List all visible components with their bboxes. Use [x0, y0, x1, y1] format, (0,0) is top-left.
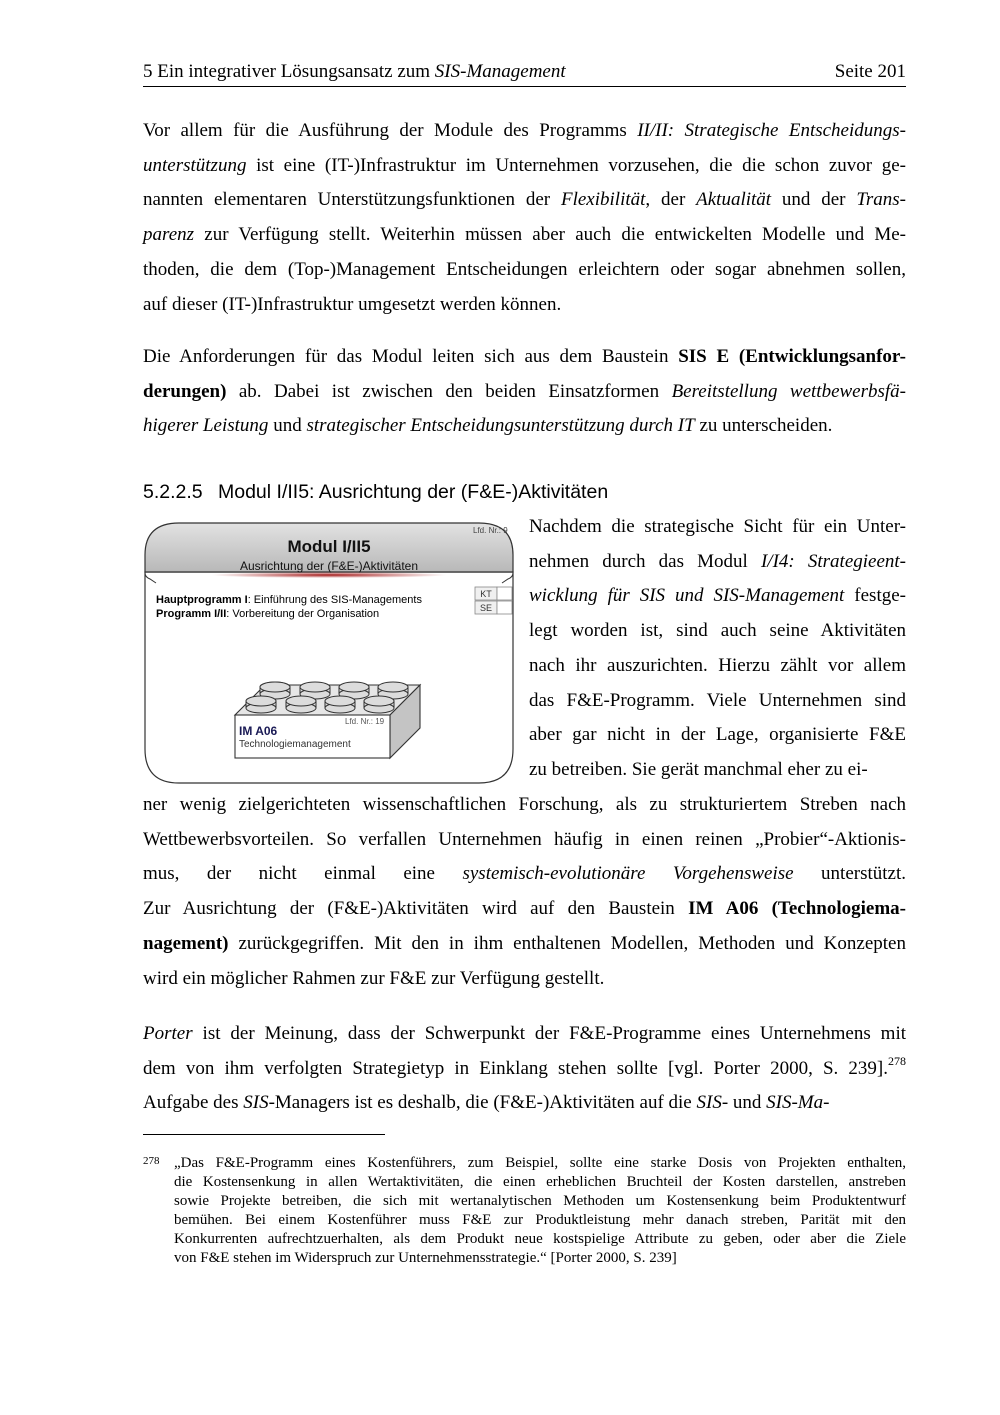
footnote-text: [174, 1154, 906, 1268]
text-line: Aufgabe des SIS-Managers ist es deshalb, die (F&E-)Aktivitäten auf die SIS- und SIS-Ma-: [143, 1092, 830, 1114]
chapter-title: 5 Ein integrativer Lösungsansatz zum SIS-Management: [143, 61, 566, 82]
text-line: auf dieser (IT-)Infrastruktur umgesetzt werden können.: [143, 293, 562, 315]
module-subtitle: Ausrichtung der (F&E-)Aktivitäten: [239, 559, 419, 573]
tag-se: [475, 601, 512, 614]
section-title: Modul I/II5: Ausrichtung der (F&E-)Aktivitäten: [218, 481, 609, 503]
text-line: bemühen. Bei einem Kostenführer muss F&E zur Produktleistung mehr danach streben, Parität mit den: [174, 1212, 906, 1228]
text-line: unterstützung ist eine (IT-)Infrastruktur im Unternehmen vorzusehen, die die schon zuvor ge-: [143, 154, 906, 176]
section-number: 5.2.2.5: [143, 481, 203, 503]
text-line: Nachdem die strategische Sicht für ein Unter-: [529, 516, 906, 537]
text-line: zu betreiben. Sie gerät manchmal eher zu ei-: [529, 758, 868, 780]
text-line: das F&E-Programm. Viele Unternehmen sind: [529, 689, 906, 711]
block-title: IM A06: [239, 724, 278, 738]
text-line: „Das F&E-Programm eines Kostenführers, zum Beispiel, sollte eine starke Dosis von Projekten enthalten,: [174, 1155, 906, 1171]
footnote-separator: [143, 1134, 385, 1135]
text-line: Zur Ausrichtung der (F&E-)Aktivitäten wird auf den Baustein IM A06 (Technologiema-: [143, 898, 906, 920]
text-line: nagement) zurückgegriffen. Mit den in ihm enthaltenen Modellen, Methoden und Konzepten: [143, 932, 906, 954]
program-sub-line: Programm I/II: Vorbereitung der Organisation: [156, 608, 380, 620]
text-line: Die Anforderungen für das Modul leiten sich aus dem Baustein SIS E (Entwicklungsanfor-: [143, 346, 906, 367]
module-number: Lfd. Nr.: 9: [473, 526, 508, 535]
svg-text:SE: SE: [479, 603, 493, 613]
text-line: dem von ihm verfolgten Strategietyp in Einklang stehen sollte [vgl. Porter 2000, S. 239].$^{278}$: [143, 1053, 906, 1079]
module-title: Modul I/II5: [287, 537, 371, 556]
text-line: Wettbewerbsvorteilen. So verfallen Unternehmen häufig in einen reinen „Probier“-Aktionis-: [143, 828, 906, 850]
module-diagram: [140, 517, 518, 787]
tag-kt: [475, 587, 512, 600]
block-number: Lfd. Nr.: 19: [345, 717, 385, 726]
svg-text:KT: KT: [480, 589, 492, 599]
text-line: nehmen durch das Modul I/I4: Strategieent-: [529, 550, 907, 572]
text-line: higerer Leistung und strategischer Entscheidungsunterstützung durch IT zu unterscheiden.: [143, 415, 833, 437]
text-line: parenz zur Verfügung stellt. Weiterhin müssen aber auch die entwickelten Modelle und Me-: [143, 224, 906, 246]
text-line: sowie Projekte betreiben, die sich mit wertanalytischen Methoden um Kostensenkung beim Produktentwurf: [174, 1193, 906, 1209]
text-line: von F&E stehen im Widerspruch zur Unternehmensstrategie.“ [Porter 2000, S. 239]: [174, 1250, 677, 1266]
text-line: wicklung für SIS und SIS-Management festge-: [529, 585, 906, 607]
text-line: ner wenig zielgerichteten wissenschaftlichen Forschung, als zu strukturiertem Streben nach: [143, 794, 906, 815]
text-line: Porter ist der Meinung, dass der Schwerpunkt der F&E-Programme eines Unternehmens mit: [143, 1023, 906, 1044]
block-subtitle: Technologiemanagement: [239, 739, 351, 750]
paragraph-1: [143, 114, 906, 322]
running-header: [143, 60, 906, 87]
footnote-number: 278: [143, 1155, 160, 1167]
text-line: Konkurrenten aufrechtzuerhalten, als dem Produkt neue kostspielige Attribute zu geben, oder aber die Ziele: [174, 1231, 906, 1247]
text-line: thoden, die dem (Top-)Management Entscheidungen erleichtern oder sogar abnehmen sollen,: [143, 258, 906, 280]
section-heading: [143, 481, 608, 504]
text-line: Vor allem für die Ausführung der Module des Programms II/II: Strategische Entscheidungs-: [143, 120, 906, 141]
paragraph-4: [143, 788, 906, 996]
page-number: Seite 201: [834, 61, 906, 82]
text-line: wird ein möglicher Rahmen zur F&E zur Verfügung gestellt.: [143, 967, 605, 989]
paragraph-3-beside-figure: [529, 510, 906, 788]
text-line: legt worden ist, sind auch seine Aktivitäten: [529, 620, 906, 642]
paragraph-5: [143, 1017, 906, 1121]
text-line: derungen) ab. Dabei ist zwischen den beiden Einsatzformen Bereitstellung wettbewerbsfä-: [143, 380, 907, 402]
building-block-im-a06: [235, 682, 420, 758]
text-line: die Kostensenkung in allen Wertaktivitäten, die einen erheblichen Bruchteil der Kosten darstellen, anstreben: [174, 1174, 906, 1190]
text-line: nannten elementaren Unterstützungsfunktionen der Flexibilität, der Aktualität und der Trans-: [143, 189, 906, 211]
paragraph-2: [143, 340, 906, 444]
program-main-line: Hauptprogramm I: Einführung des SIS-Managements: [156, 594, 422, 606]
text-line: aber gar nicht in der Lage, organisierte F&E: [529, 724, 906, 746]
text-line: nach ihr auszurichten. Hierzu zählt vor allem: [529, 654, 906, 676]
text-line: mus, der nicht einmal eine systemisch-evolutionäre Vorgehensweise unterstützt.: [143, 863, 907, 885]
